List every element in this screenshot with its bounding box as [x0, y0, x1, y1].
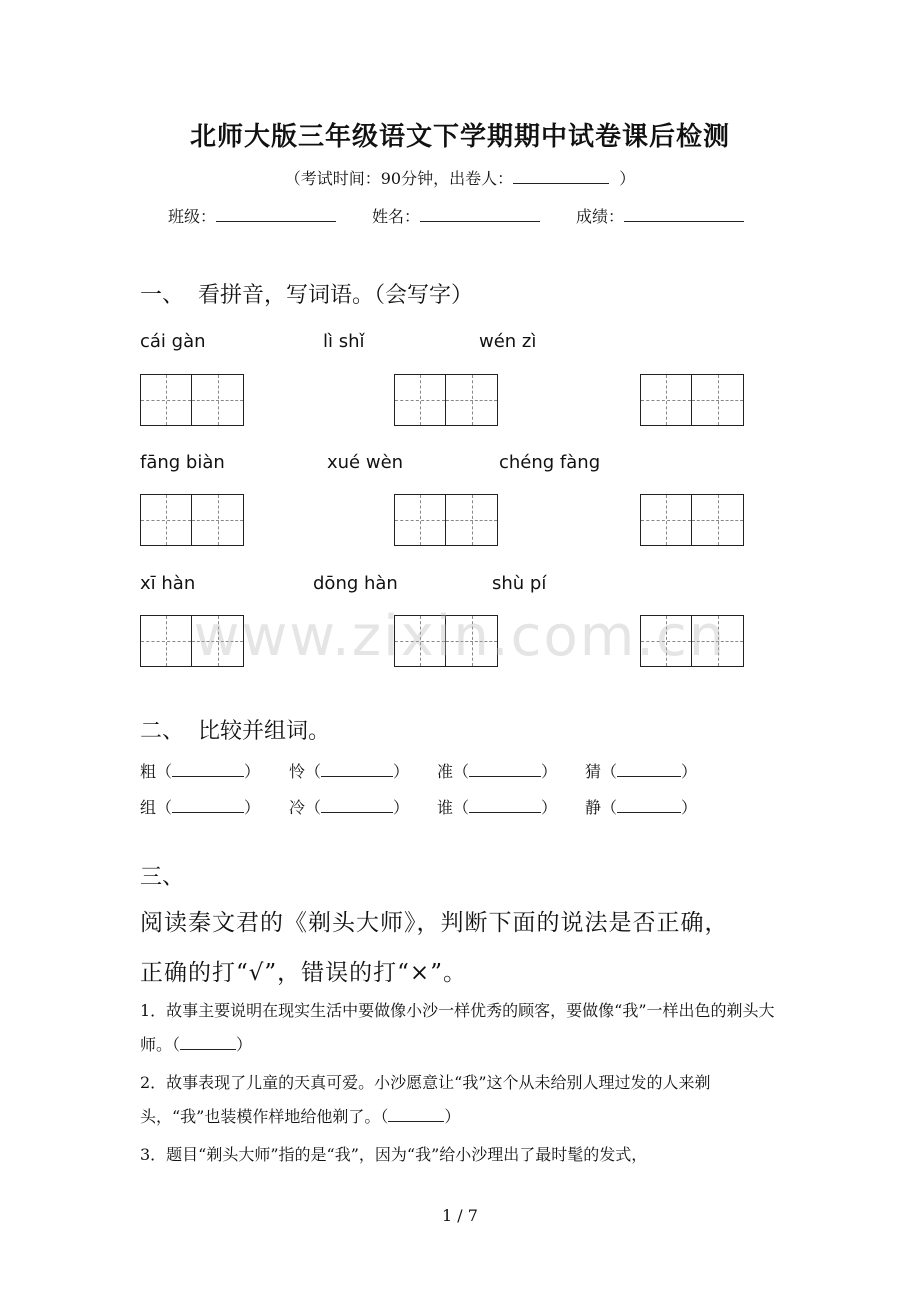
- score-label: 成绩：: [576, 207, 625, 226]
- section1-number: 一、: [140, 283, 185, 308]
- question-item: 1．故事主要说明在现实生活中要做像小沙一样优秀的顾客，要做像“我”一样出色的剃头大师。（ ）: [140, 1001, 775, 1054]
- writing-grid[interactable]: [640, 494, 744, 546]
- pinyin-2-3: chéng fàng: [499, 452, 601, 473]
- answer-blank[interactable]: [617, 762, 681, 777]
- answer-blank[interactable]: [172, 762, 244, 777]
- watermark: www.zixin.com.cn: [193, 604, 727, 669]
- pinyin-2-2: xué wèn: [327, 452, 404, 473]
- word-item: 谁（ ）: [437, 798, 558, 817]
- writing-grid[interactable]: [640, 374, 744, 426]
- page-number: 1 / 7: [442, 1206, 478, 1225]
- word-item: 冷（ ）: [289, 798, 410, 817]
- section1-heading: [140, 278, 473, 309]
- question-item: 3．题目“剃头大师”指的是“我”，因为“我”给小沙理出了最时髦的发式，: [140, 1145, 648, 1164]
- word-item: 组（ ）: [140, 798, 261, 817]
- author-blank[interactable]: [513, 169, 609, 184]
- writing-grid[interactable]: [140, 494, 244, 546]
- section3-number: 三、: [140, 865, 185, 890]
- answer-blank[interactable]: [321, 798, 393, 813]
- answer-blank[interactable]: [469, 762, 541, 777]
- exam-info-prefix: （考试时间：90分钟，出卷人：: [284, 169, 514, 188]
- class-field: [168, 204, 336, 227]
- section3-instruction-line1: 阅读秦文君的《剃头大师》，判断下面的说法是否正确，: [140, 910, 729, 936]
- answer-blank[interactable]: [388, 1107, 444, 1122]
- question-item: 2．故事表现了儿童的天真可爱。小沙愿意让“我”这个从未给别人理过发的人来剃头，“我”也装模作样地给他剃了。（ ）: [140, 1073, 711, 1126]
- writing-grid[interactable]: [394, 374, 498, 426]
- writing-grid[interactable]: [140, 374, 244, 426]
- writing-grid[interactable]: [394, 494, 498, 546]
- page-title: 北师大版三年级语文下学期期中试卷课后检测: [189, 122, 730, 152]
- pinyin-2-1: fāng biàn: [140, 452, 225, 473]
- answer-blank[interactable]: [172, 798, 244, 813]
- pinyin-3-1: xī hàn: [140, 573, 196, 594]
- pinyin-1-1: cái gàn: [140, 331, 206, 352]
- word-item: 粗（ ）: [140, 762, 261, 781]
- section2-title: 比较并组词。: [198, 719, 331, 744]
- exam-info-suffix: ）: [619, 169, 636, 188]
- pinyin-1-3: wén zì: [479, 331, 537, 352]
- class-blank[interactable]: [216, 207, 336, 222]
- section3-instruction-line2: 正确的打“√”，错误的打“×”。: [140, 960, 467, 986]
- section2-heading: [140, 714, 330, 745]
- answer-blank[interactable]: [180, 1035, 236, 1050]
- section2-number: 二、: [140, 719, 185, 744]
- pinyin-3-2: dōng hàn: [313, 573, 398, 594]
- name-field: [372, 204, 540, 227]
- name-blank[interactable]: [420, 207, 540, 222]
- score-blank[interactable]: [624, 207, 744, 222]
- answer-blank[interactable]: [321, 762, 393, 777]
- pinyin-3-3: shù pí: [492, 573, 547, 594]
- word-item: 猜（ ）: [585, 762, 698, 781]
- section1-title: 看拼音，写词语。（会写字）: [198, 283, 474, 308]
- answer-blank[interactable]: [469, 798, 541, 813]
- pinyin-1-2: lì shǐ: [323, 331, 365, 352]
- class-label: 班级：: [168, 207, 217, 226]
- exam-info: [0, 166, 920, 189]
- word-item: 怜（ ）: [289, 762, 410, 781]
- score-field: [576, 204, 744, 227]
- word-item: 准（ ）: [437, 762, 558, 781]
- answer-blank[interactable]: [617, 798, 681, 813]
- word-item: 静（ ）: [585, 798, 698, 817]
- name-label: 姓名：: [372, 207, 421, 226]
